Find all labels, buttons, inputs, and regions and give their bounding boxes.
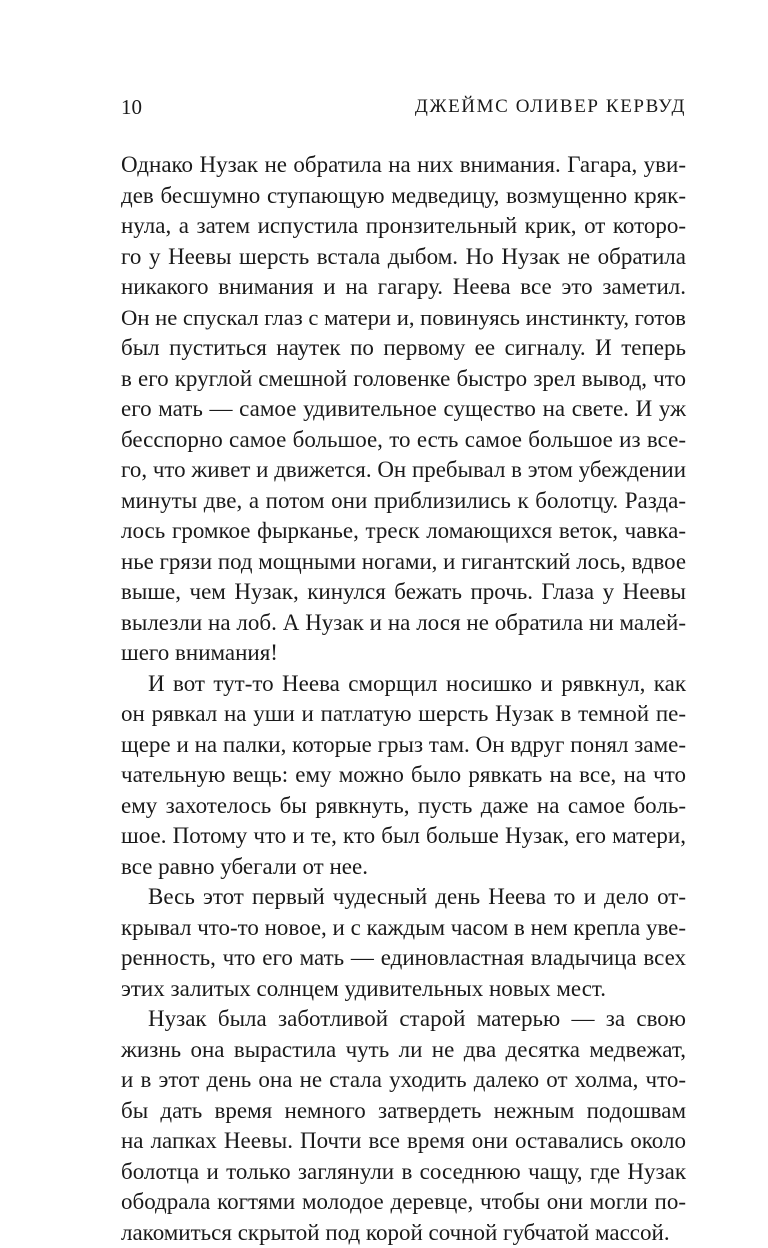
- paragraph: [121, 1004, 686, 1248]
- text-line: этих залитых солнцем удивительных новых мест.: [121, 974, 686, 1005]
- text-line: И вот тут-то Неева сморщил носишко и рявкнул, как: [121, 669, 686, 700]
- paragraph: [121, 150, 686, 669]
- text-line: все равно убегали от нее.: [121, 852, 686, 883]
- text-line: на лапках Неевы. Почти все время они оставались около: [121, 1126, 686, 1157]
- text-line: го у Неевы шерсть встала дыбом. Но Нузак не обратила: [121, 242, 686, 273]
- text-line: чательную вещь: ему можно было рявкать на все, на что: [121, 760, 686, 791]
- text-line: Он не спускал глаз с матери и, повинуясь инстинкту, готов: [121, 303, 686, 334]
- text-line: был пуститься наутек по первому ее сигналу. И теперь: [121, 333, 686, 364]
- body-text: [121, 150, 686, 1248]
- text-line: он рявкал на уши и патлатую шерсть Нузак в темной пе-: [121, 699, 686, 730]
- text-line: жизнь она вырастила чуть ли не два десятка медвежат,: [121, 1035, 686, 1066]
- text-line: шего внимания!: [121, 638, 686, 669]
- text-line: ренность, что его мать — единовластная владычица всех: [121, 943, 686, 974]
- text-line: ободрала когтями молодое деревце, чтобы они могли по-: [121, 1187, 686, 1218]
- text-line: шое. Потому что и те, кто был больше Нузак, его матери,: [121, 821, 686, 852]
- text-line: го, что живет и движется. Он пребывал в этом убеждении: [121, 455, 686, 486]
- running-head: ДЖЕЙМС ОЛИВЕР КЕРВУД: [415, 92, 686, 122]
- text-line: минуты две, а потом они приблизились к болотцу. Разда-: [121, 486, 686, 517]
- text-line: дев бесшумно ступающую медведицу, возмущенно кряк-: [121, 181, 686, 212]
- text-line: нье грязи под мощными ногами, и гигантский лось, вдвое: [121, 547, 686, 578]
- text-line: Весь этот первый чудесный день Неева то и дело от-: [121, 882, 686, 913]
- text-line: его мать — самое удивительное существо на свете. И уж: [121, 394, 686, 425]
- text-line: выше, чем Нузак, кинулся бежать прочь. Глаза у Неевы: [121, 577, 686, 608]
- paragraph: [121, 882, 686, 1004]
- text-line: нула, а затем испустила пронзительный крик, от которо-: [121, 211, 686, 242]
- text-line: Нузак была заботливой старой матерью — за свою: [121, 1004, 686, 1035]
- text-line: в его круглой смешной головенке быстро зрел вывод, что: [121, 364, 686, 395]
- text-line: никакого внимания и на гагару. Неева все это заметил.: [121, 272, 686, 303]
- text-line: вылезли на лоб. А Нузак и на лося не обратила ни малей-: [121, 608, 686, 639]
- page-number: 10: [121, 92, 142, 122]
- text-line: крывал что-то новое, и с каждым часом в нем крепла уве-: [121, 913, 686, 944]
- text-line: и в этот день она не стала уходить далеко от холма, что-: [121, 1065, 686, 1096]
- text-line: лось громкое фырканье, треск ломающихся веток, чавка-: [121, 516, 686, 547]
- text-line: Однако Нузак не обратила на них внимания. Гагара, уви-: [121, 150, 686, 181]
- text-line: лакомиться скрытой под корой сочной губчатой массой.: [121, 1218, 686, 1248]
- page-header: [121, 92, 686, 122]
- paragraph: [121, 669, 686, 883]
- text-line: болотца и только заглянули в соседнюю чащу, где Нузак: [121, 1157, 686, 1188]
- text-line: бесспорно самое большое, то есть самое большое из все-: [121, 425, 686, 456]
- text-line: щере и на палки, которые грыз там. Он вдруг понял заме-: [121, 730, 686, 761]
- text-line: ему захотелось бы рявкнуть, пусть даже на самое боль-: [121, 791, 686, 822]
- text-line: бы дать время немного затвердеть нежным подошвам: [121, 1096, 686, 1127]
